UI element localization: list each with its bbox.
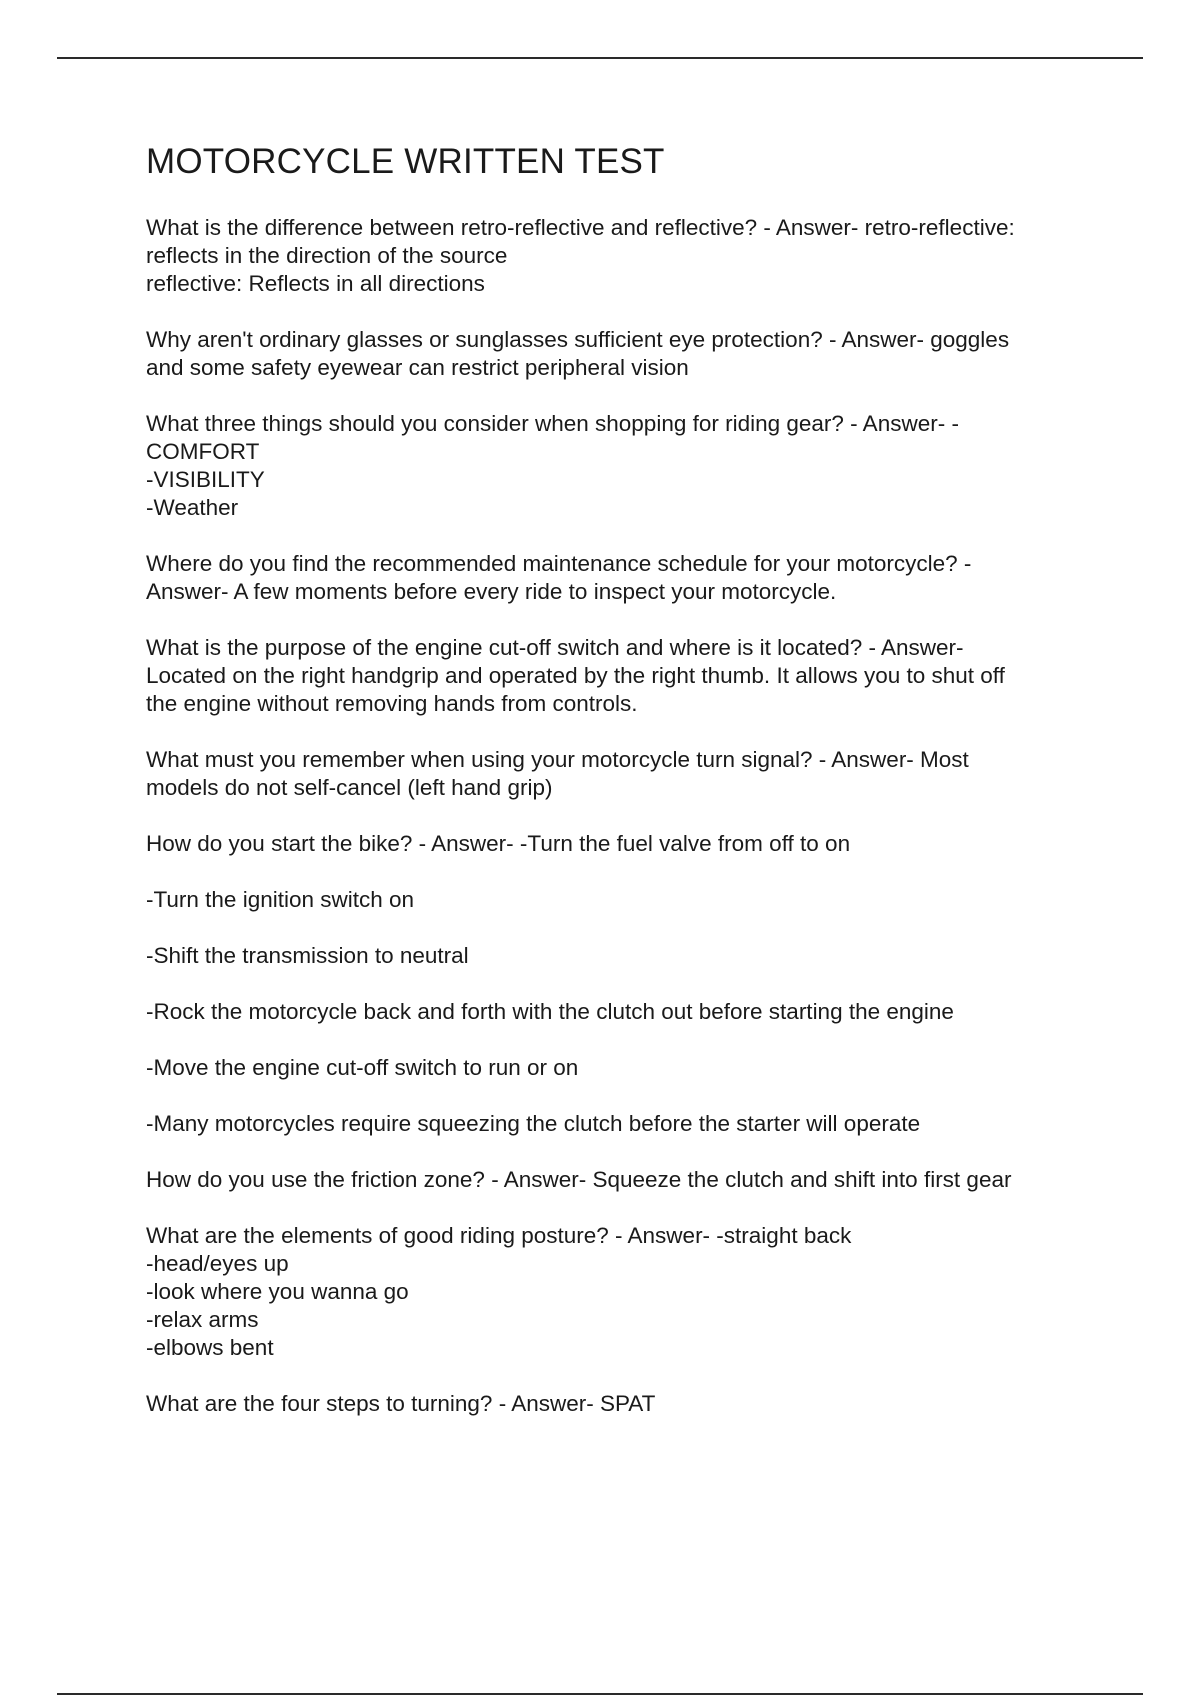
qa-paragraph: How do you use the friction zone? - Answer- Squeeze the clutch and shift into first gear: [146, 1167, 1012, 1192]
qa-paragraph: What are the four steps to turning? - Answer- SPAT: [146, 1391, 656, 1416]
header-rule: [57, 57, 1143, 59]
footer-rule: [57, 1693, 1143, 1695]
document-body: [146, 140, 1106, 1446]
qa-paragraph: What must you remember when using your motorcycle turn signal? - Answer- Most models do not self-cancel (left hand grip): [146, 747, 969, 800]
qa-paragraph: -Shift the transmission to neutral: [146, 943, 469, 968]
qa-paragraph: How do you start the bike? - Answer- -Turn the fuel valve from off to on: [146, 831, 851, 856]
qa-paragraph: Why aren't ordinary glasses or sunglasses sufficient eye protection? - Answer- goggles and some safety eyewear can restrict peripheral vision: [146, 327, 1010, 380]
qa-paragraph: What is the difference between retro-reflective and reflective? - Answer- retro-reflective: reflects in the direction of the source reflective: Reflects in all directions: [146, 215, 1015, 296]
qa-paragraph: -Turn the ignition switch on: [146, 887, 415, 912]
qa-paragraph: -Move the engine cut-off switch to run or on: [146, 1055, 579, 1080]
qa-paragraph: What are the elements of good riding posture? - Answer- -straight back -head/eyes up -look where you wanna go -relax arms -elbows bent: [146, 1223, 852, 1360]
qa-paragraph: -Many motorcycles require squeezing the clutch before the starter will operate: [146, 1111, 921, 1136]
qa-paragraph: What three things should you consider when shopping for riding gear? - Answer- - COMFORT -VISIBILITY -Weather: [146, 411, 959, 520]
qa-paragraph: Where do you find the recommended maintenance schedule for your motorcycle? - Answer- A few moments before every ride to inspect your motorcycle.: [146, 551, 972, 604]
qa-paragraph: -Rock the motorcycle back and forth with the clutch out before starting the engine: [146, 999, 954, 1024]
qa-paragraph: What is the purpose of the engine cut-off switch and where is it located? - Answer- Located on the right handgrip and operated by the right thumb. It allows you to shut off the engine without removing hands from controls.: [146, 635, 1005, 716]
document-title: MOTORCYCLE WRITTEN TEST: [146, 142, 665, 181]
